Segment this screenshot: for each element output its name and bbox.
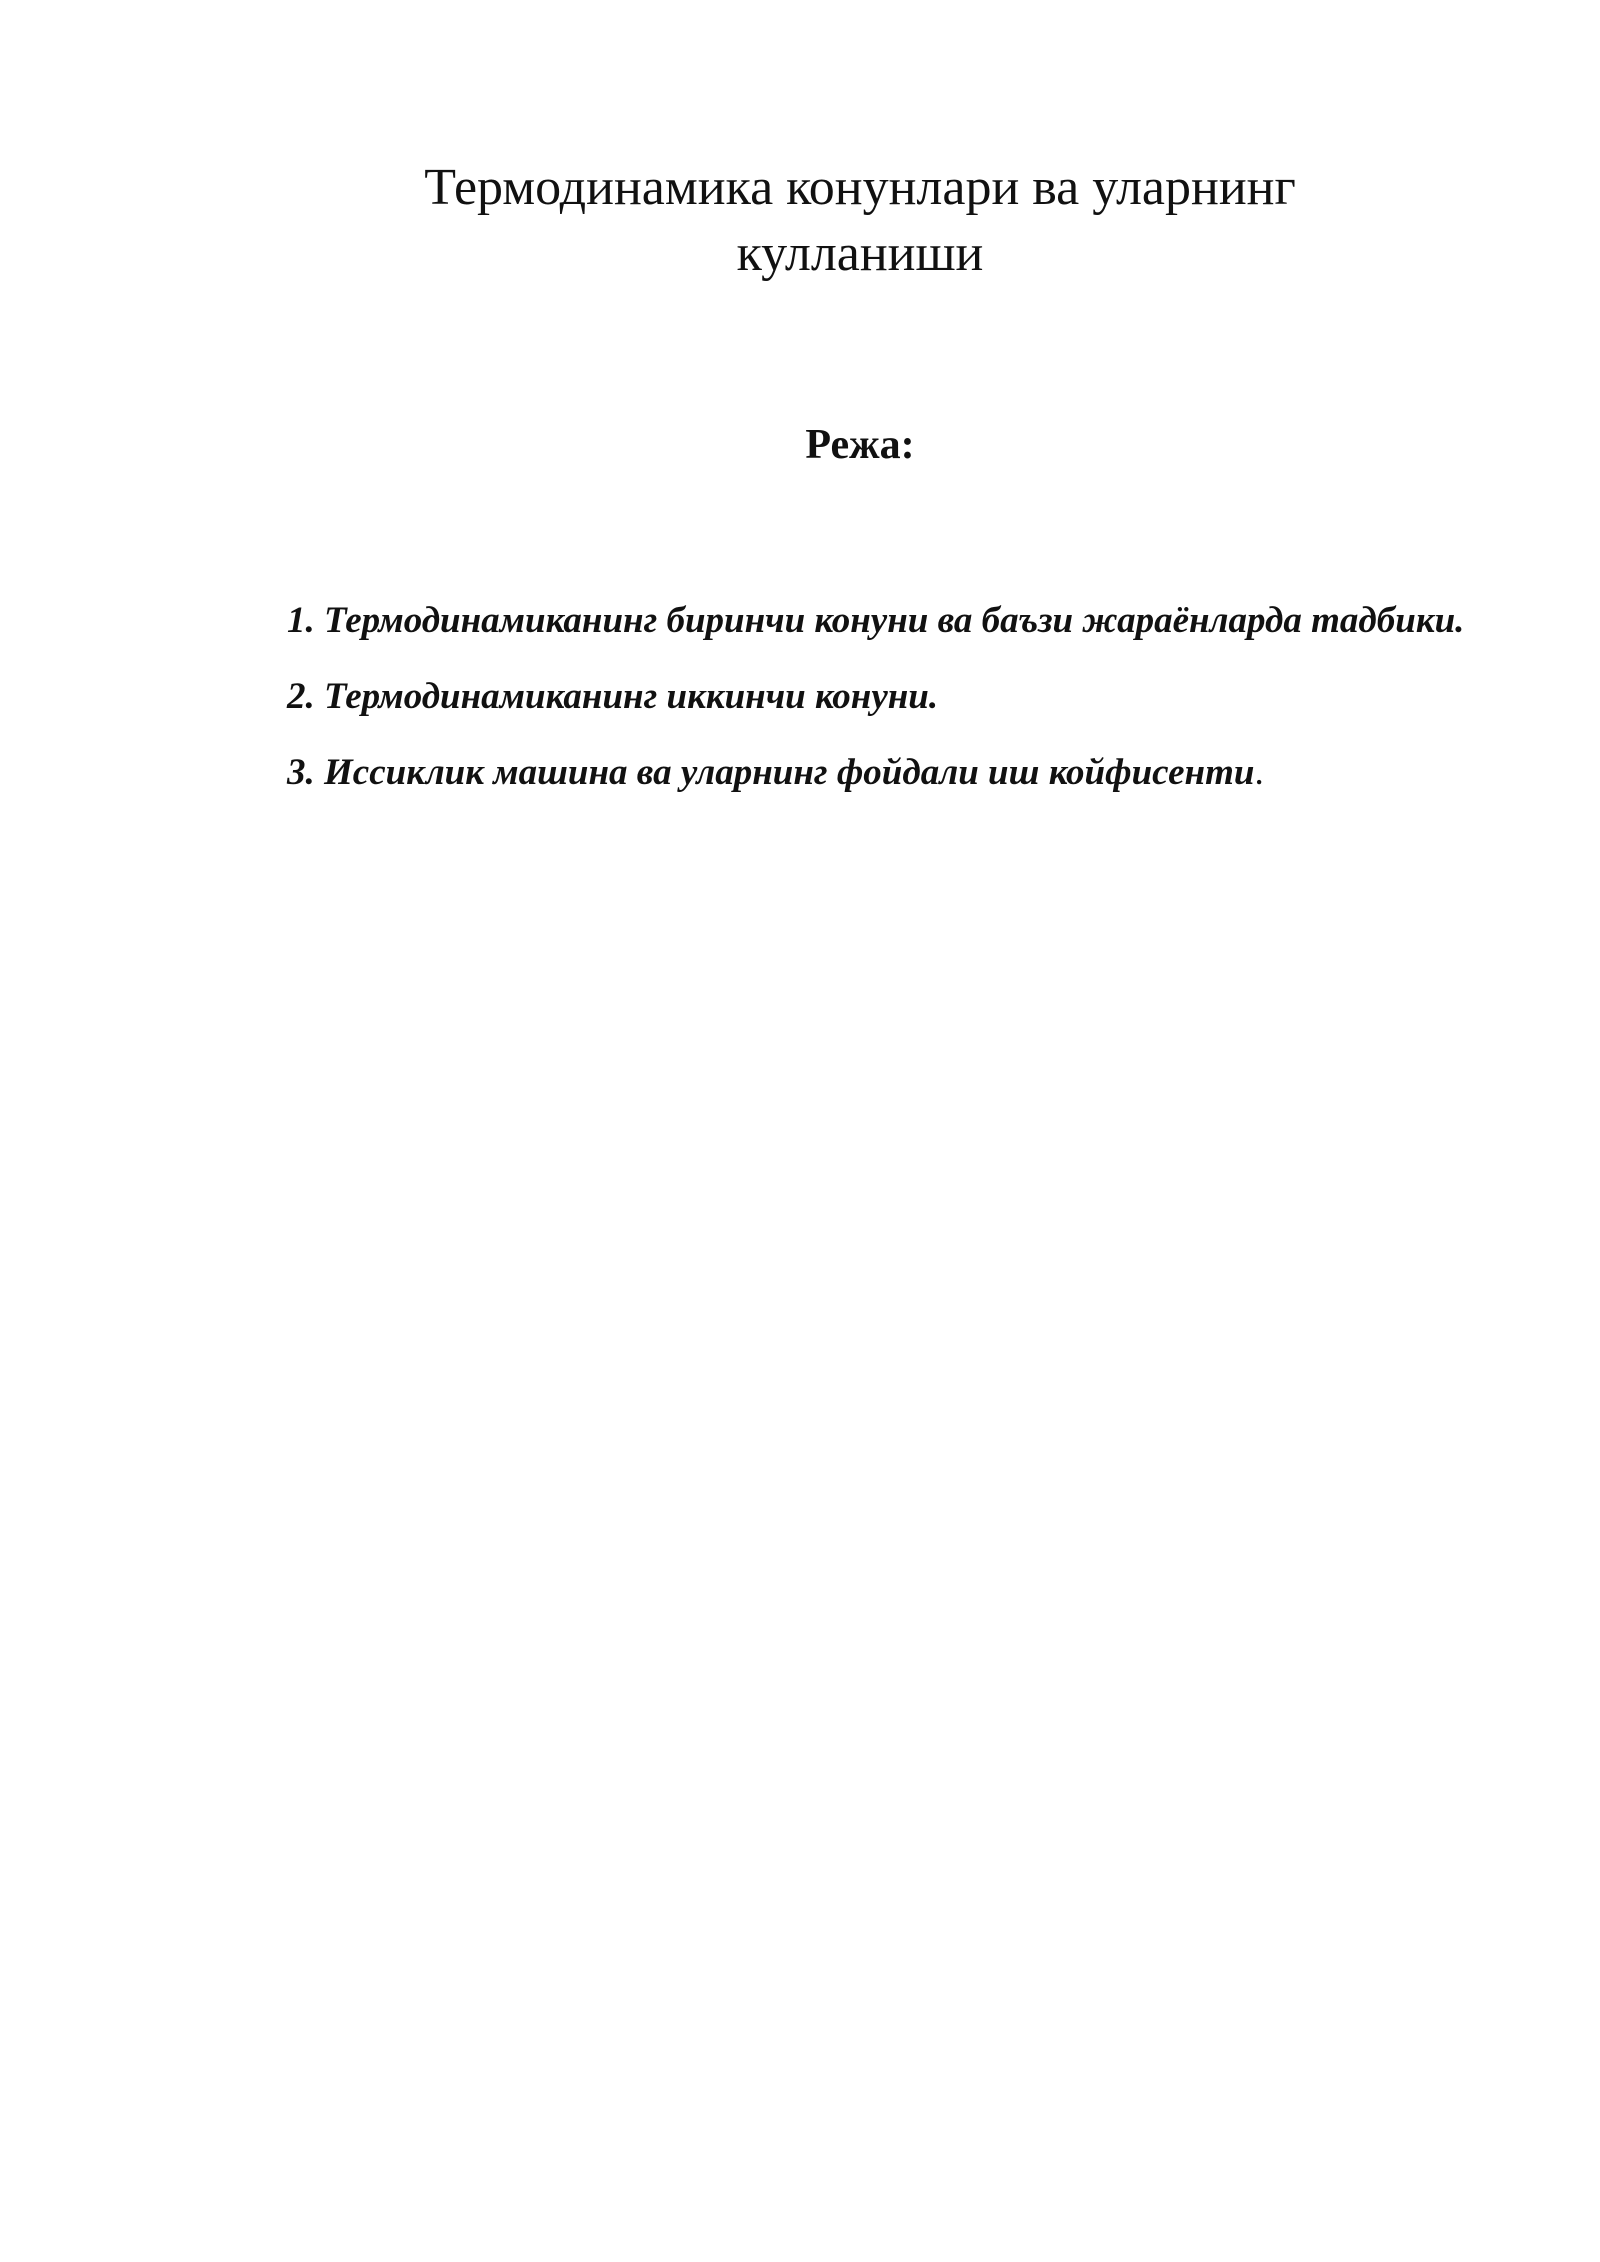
plan-item-1 — [287, 583, 1502, 659]
plan-item-3-text: 3. Иссиклик машина ва уларнинг фойдали иш койфисенти — [287, 752, 1255, 793]
plan-item-1-text: 1. Термодинамиканинг биринчи конуни ва баъзи жараёнларда тадбики. — [287, 600, 1465, 641]
document-title — [300, 155, 1420, 287]
plan-heading: Режа: — [805, 422, 915, 468]
document-title-line-2: кулланиши — [736, 225, 984, 282]
plan-item-2-text: 2. Термодинамиканинг иккинчи конуни. — [287, 676, 939, 717]
document-title-line-1: Термодинамика конунлари ва уларнинг — [424, 159, 1296, 216]
plan-item-2 — [287, 659, 1502, 735]
plan-item-3 — [287, 735, 1502, 811]
plan-list — [287, 583, 1502, 811]
plan-item-3-trailing-dot: . — [1254, 752, 1264, 793]
